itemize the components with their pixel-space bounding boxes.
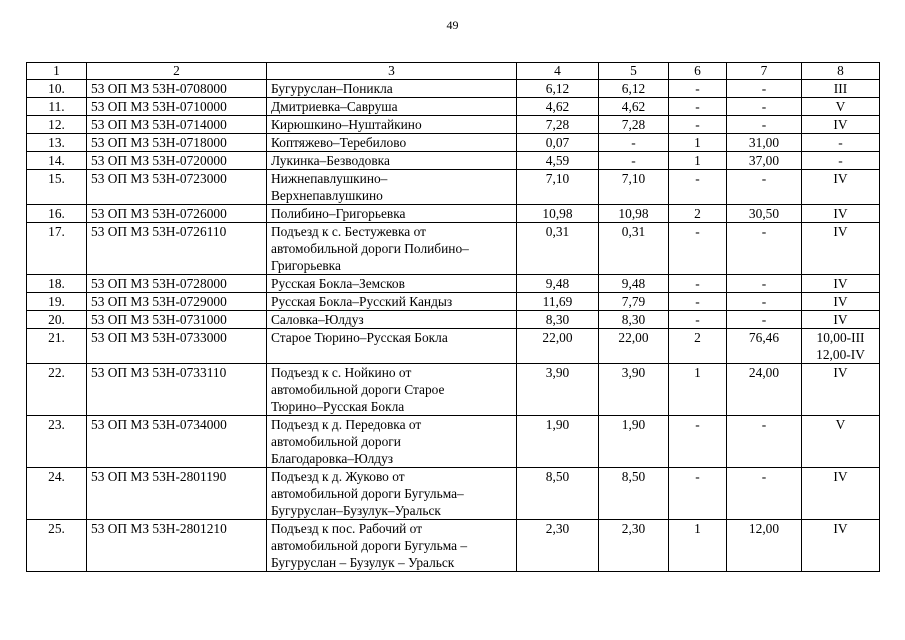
cell-total-length: 1,90 [517,416,599,468]
cell-length-5: 8,30 [599,311,669,329]
cell-category: IV [802,311,880,329]
cell-row-number: 10. [27,80,87,98]
cell-category: IV [802,364,880,416]
table-row [27,170,880,205]
cell-count-6: - [669,223,727,275]
cell-length-7: 31,00 [727,134,802,152]
cell-road-id: 53 ОП МЗ 53Н-0729000 [87,293,267,311]
column-header: 2 [87,63,267,80]
table-row [27,80,880,98]
table-row [27,416,880,468]
cell-category: V [802,98,880,116]
cell-road-id: 53 ОП МЗ 53Н-0720000 [87,152,267,170]
cell-category: 10,00-III 12,00-IV [802,329,880,364]
cell-total-length: 8,50 [517,468,599,520]
cell-category: IV [802,275,880,293]
cell-length-7: 24,00 [727,364,802,416]
cell-length-7: - [727,293,802,311]
cell-category: IV [802,170,880,205]
column-header: 6 [669,63,727,80]
cell-road-id: 53 ОП МЗ 53Н-0733110 [87,364,267,416]
cell-length-7: - [727,170,802,205]
cell-road-name: Нижнепавлушкино– Верхнепавлушкино [267,170,517,205]
cell-road-id: 53 ОП МЗ 53Н-0708000 [87,80,267,98]
cell-length-5: 22,00 [599,329,669,364]
cell-total-length: 3,90 [517,364,599,416]
cell-category: IV [802,116,880,134]
cell-road-id: 53 ОП МЗ 53Н-0728000 [87,275,267,293]
cell-road-name: Русская Бокла–Русский Кандыз [267,293,517,311]
cell-category: IV [802,205,880,223]
cell-total-length: 7,10 [517,170,599,205]
cell-road-name: Бугуруслан–Поникла [267,80,517,98]
cell-road-name: Дмитриевка–Савруша [267,98,517,116]
cell-row-number: 15. [27,170,87,205]
cell-count-6: - [669,416,727,468]
cell-road-id: 53 ОП МЗ 53Н-0710000 [87,98,267,116]
cell-row-number: 20. [27,311,87,329]
cell-count-6: 2 [669,205,727,223]
cell-count-6: - [669,468,727,520]
cell-length-7: - [727,98,802,116]
column-header: 1 [27,63,87,80]
cell-length-7: - [727,116,802,134]
cell-length-5: 7,79 [599,293,669,311]
cell-row-number: 16. [27,205,87,223]
cell-length-5: 0,31 [599,223,669,275]
cell-length-7: - [727,416,802,468]
cell-count-6: - [669,311,727,329]
column-header: 4 [517,63,599,80]
table-row [27,293,880,311]
cell-total-length: 0,07 [517,134,599,152]
table-row [27,116,880,134]
cell-row-number: 25. [27,520,87,572]
cell-road-id: 53 ОП МЗ 53Н-0726000 [87,205,267,223]
cell-road-name: Саловка–Юлдуз [267,311,517,329]
cell-count-6: 1 [669,152,727,170]
cell-road-name: Кирюшкино–Нуштайкино [267,116,517,134]
cell-total-length: 9,48 [517,275,599,293]
cell-total-length: 6,12 [517,80,599,98]
cell-row-number: 14. [27,152,87,170]
cell-road-name: Лукинка–Безводовка [267,152,517,170]
column-header: 8 [802,63,880,80]
cell-category: - [802,152,880,170]
table-row [27,205,880,223]
cell-category: IV [802,293,880,311]
column-header: 7 [727,63,802,80]
cell-count-6: 1 [669,520,727,572]
cell-category: V [802,416,880,468]
cell-road-id: 53 ОП МЗ 53Н-2801190 [87,468,267,520]
cell-row-number: 21. [27,329,87,364]
cell-total-length: 22,00 [517,329,599,364]
cell-length-7: - [727,311,802,329]
cell-row-number: 17. [27,223,87,275]
cell-row-number: 23. [27,416,87,468]
table-row [27,311,880,329]
table-row [27,468,880,520]
cell-road-name: Подъезд к с. Нойкино от автомобильной дороги Старое Тюрино–Русская Бокла [267,364,517,416]
cell-length-5: - [599,152,669,170]
cell-count-6: - [669,98,727,116]
cell-count-6: - [669,116,727,134]
cell-total-length: 11,69 [517,293,599,311]
cell-length-7: 12,00 [727,520,802,572]
cell-road-name: Подъезд к д. Жуково от автомобильной дороги Бугульма– Бугуруслан–Бузулук–Уральск [267,468,517,520]
table-header-row [27,63,880,80]
cell-length-5: 2,30 [599,520,669,572]
cell-road-name: Подъезд к пос. Рабочий от автомобильной дороги Бугульма – Бугуруслан – Бузулук – Уральск [267,520,517,572]
cell-row-number: 24. [27,468,87,520]
cell-length-7: - [727,223,802,275]
cell-total-length: 7,28 [517,116,599,134]
cell-road-name: Русская Бокла–Земсков [267,275,517,293]
cell-road-id: 53 ОП МЗ 53Н-0714000 [87,116,267,134]
table-row [27,134,880,152]
cell-road-id: 53 ОП МЗ 53Н-2801210 [87,520,267,572]
cell-category: IV [802,468,880,520]
cell-length-7: 76,46 [727,329,802,364]
cell-row-number: 13. [27,134,87,152]
cell-length-5: 3,90 [599,364,669,416]
cell-row-number: 18. [27,275,87,293]
cell-length-5: 6,12 [599,80,669,98]
cell-road-name: Подъезд к с. Бестужевка от автомобильной дороги Полибино– Григорьевка [267,223,517,275]
cell-road-id: 53 ОП МЗ 53Н-0726110 [87,223,267,275]
cell-road-name: Коптяжево–Теребилово [267,134,517,152]
cell-count-6: - [669,170,727,205]
cell-total-length: 10,98 [517,205,599,223]
cell-total-length: 0,31 [517,223,599,275]
cell-length-5: - [599,134,669,152]
cell-length-7: 37,00 [727,152,802,170]
cell-total-length: 2,30 [517,520,599,572]
table-row [27,364,880,416]
cell-road-id: 53 ОП МЗ 53Н-0718000 [87,134,267,152]
cell-length-5: 9,48 [599,275,669,293]
cell-road-name: Полибино–Григорьевка [267,205,517,223]
cell-length-5: 1,90 [599,416,669,468]
cell-category: - [802,134,880,152]
cell-total-length: 4,62 [517,98,599,116]
column-header: 5 [599,63,669,80]
table-row [27,152,880,170]
cell-length-7: - [727,275,802,293]
cell-length-5: 8,50 [599,468,669,520]
table-row [27,98,880,116]
cell-count-6: 1 [669,364,727,416]
cell-category: IV [802,223,880,275]
cell-length-5: 7,10 [599,170,669,205]
table-body [27,80,880,572]
cell-count-6: 2 [669,329,727,364]
cell-count-6: - [669,80,727,98]
cell-road-id: 53 ОП МЗ 53Н-0731000 [87,311,267,329]
cell-row-number: 12. [27,116,87,134]
cell-road-name: Старое Тюрино–Русская Бокла [267,329,517,364]
table-row [27,329,880,364]
table-row [27,223,880,275]
cell-length-7: - [727,80,802,98]
cell-road-id: 53 ОП МЗ 53Н-0734000 [87,416,267,468]
cell-category: III [802,80,880,98]
column-header: 3 [267,63,517,80]
cell-length-7: 30,50 [727,205,802,223]
cell-road-id: 53 ОП МЗ 53Н-0733000 [87,329,267,364]
cell-road-name: Подъезд к д. Передовка от автомобильной дороги Благодаровка–Юлдуз [267,416,517,468]
cell-length-7: - [727,468,802,520]
table-row [27,275,880,293]
cell-count-6: 1 [669,134,727,152]
cell-category: IV [802,520,880,572]
table-row [27,520,880,572]
roads-table [26,62,880,572]
cell-count-6: - [669,293,727,311]
cell-row-number: 11. [27,98,87,116]
cell-count-6: - [669,275,727,293]
cell-length-5: 4,62 [599,98,669,116]
cell-row-number: 19. [27,293,87,311]
cell-length-5: 7,28 [599,116,669,134]
cell-length-5: 10,98 [599,205,669,223]
cell-row-number: 22. [27,364,87,416]
page-number: 49 [446,18,459,32]
cell-road-id: 53 ОП МЗ 53Н-0723000 [87,170,267,205]
cell-total-length: 4,59 [517,152,599,170]
cell-total-length: 8,30 [517,311,599,329]
